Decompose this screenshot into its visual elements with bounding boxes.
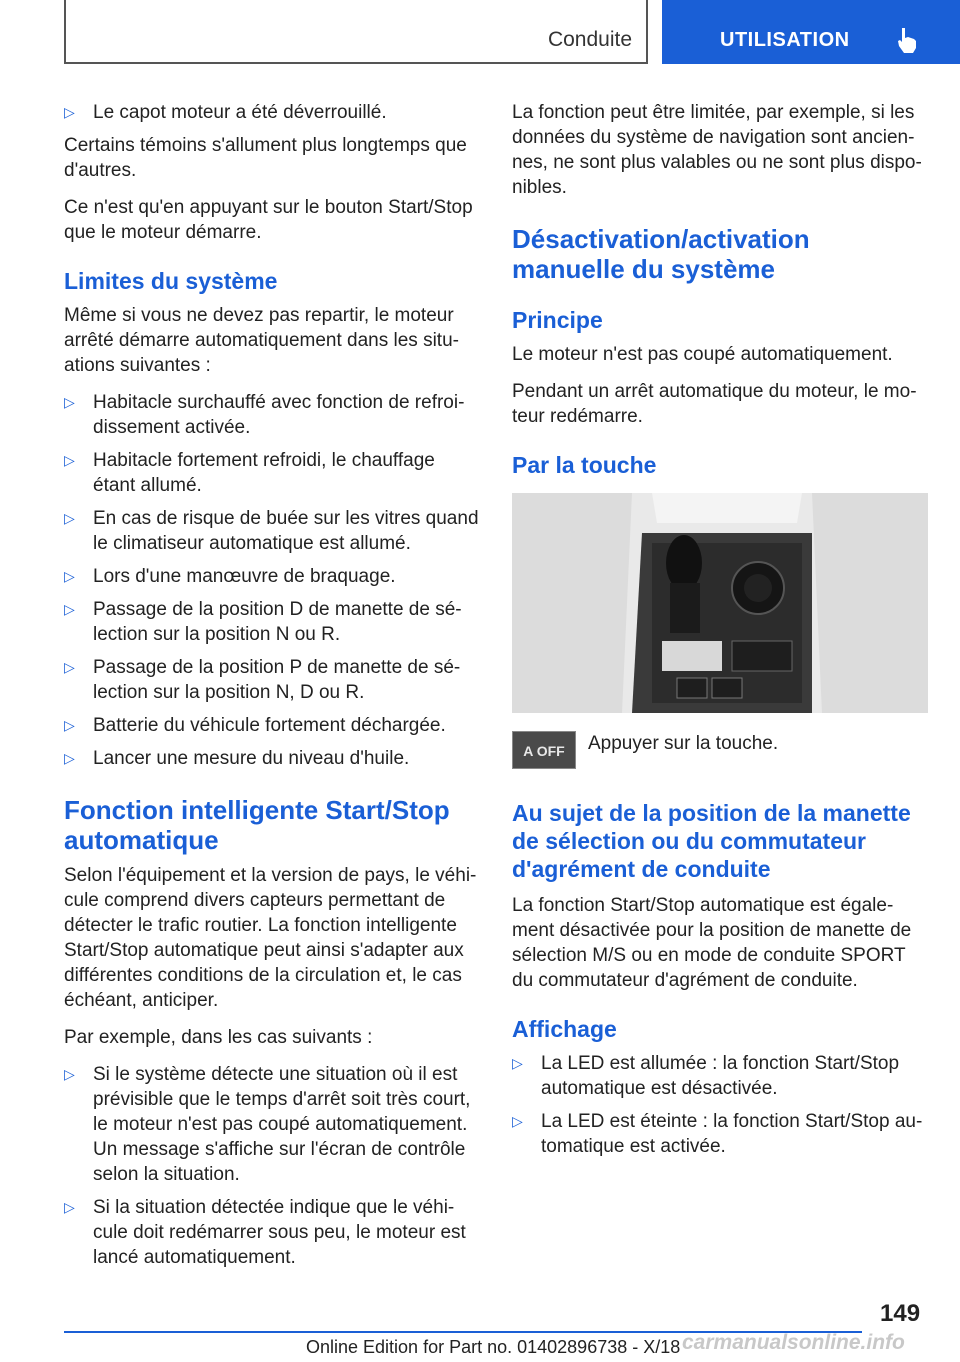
triangle-bullet-icon: ▷: [64, 1066, 75, 1082]
section-heading-fonction: Fonction intelligente Start/Stop automatique: [64, 795, 450, 855]
list-item: ▷ Habitacle fortement refroidi, le chauffage étant allumé.: [64, 450, 435, 496]
footer-edition: Online Edition for Part no. 01402896738 - X/18: [306, 1337, 681, 1357]
paragraph: La fonction Start/Stop automatique est également désactivée pour la position de manette de sélection M/S ou en mode de conduite SPORT du commutateur d'agrément de conduite.: [512, 895, 912, 991]
paragraph: La fonction peut être limitée, par exemple, si les données du système de navigation sont anciennes, ne sont plus valables ou ne sont plus disponibles.: [512, 102, 922, 198]
paragraph: Même si vous ne devez pas repartir, le moteur arrêté démarre automatiquement dans les situations suivantes :: [64, 305, 459, 376]
triangle-bullet-icon: ▷: [64, 601, 75, 617]
list-item: ▷ Lors d'une manœuvre de braquage.: [64, 566, 396, 587]
watermark: carmanualsonline.info: [682, 1331, 905, 1354]
list-item: ▷ La LED est allumée : la fonction Start/Stop automatique est désactivée.: [512, 1053, 900, 1099]
left-column: [64, 100, 480, 1278]
right-column: [512, 100, 928, 1167]
list-item: ▷ Lancer une mesure du niveau d'huile.: [64, 748, 410, 769]
paragraph: Pendant un arrêt automatique du moteur, le moteur redémarre.: [512, 381, 917, 427]
list-item: ▷ Passage de la position P de manette de sélection sur la position N, D ou R.: [64, 657, 461, 703]
section-heading-position: Au sujet de la position de la manette de sélection ou du commutateur d'agrément de conduite: [512, 800, 911, 882]
auto-start-stop-off-icon: A OFF: [512, 731, 576, 769]
triangle-bullet-icon: ▷: [64, 717, 75, 733]
list-item: ▷ Si le système détecte une situation où il est prévisible que le temps d'arrêt soit très court, le moteur n'est pas coupé automatiquement. Un message s'affiche sur l'écran de contrôle selon la situation.: [64, 1064, 471, 1185]
list-item: ▷ Si la situation détectée indique que le véhicule doit redémarrer sous peu, le moteur est lancé automatiquement.: [64, 1197, 466, 1268]
paragraph: Par exemple, dans les cas suivants :: [64, 1027, 373, 1048]
header-box: [64, 0, 648, 64]
triangle-bullet-icon: ▷: [64, 659, 75, 675]
triangle-bullet-icon: ▷: [64, 568, 75, 584]
list-item: ▷ Passage de la position D de manette de sélection sur la position N ou R.: [64, 599, 462, 645]
center-console-photo: [512, 493, 928, 713]
section-heading-principe: Principe: [512, 307, 603, 333]
list-item: ▷ En cas de risque de buée sur les vitres quand le climatiseur automatique est allumé.: [64, 508, 479, 554]
hand-pointer-icon: [896, 26, 918, 54]
limits-list: [64, 390, 480, 771]
header-section-title: Conduite: [547, 28, 632, 51]
page-number: 149: [880, 1300, 921, 1327]
section-heading-limits: Limites du système: [64, 268, 278, 294]
triangle-bullet-icon: ▷: [64, 452, 75, 468]
display-list: [512, 1051, 928, 1159]
instruction-text: Appuyer sur la touche.: [588, 733, 779, 754]
triangle-bullet-icon: ▷: [64, 104, 75, 120]
section-heading-touche: Par la touche: [512, 452, 657, 478]
triangle-bullet-icon: ▷: [512, 1055, 523, 1071]
cases-list: [64, 1062, 480, 1270]
paragraph: Le moteur n'est pas coupé automatiquement.: [512, 344, 893, 365]
list-item: ▷ Habitacle surchauffé avec fonction de refroidissement activée.: [64, 392, 465, 438]
section-heading-affichage: Affichage: [512, 1016, 617, 1042]
triangle-bullet-icon: ▷: [64, 394, 75, 410]
list-item: ▷ La LED est éteinte : la fonction Start/Stop automatique est activée.: [512, 1111, 923, 1157]
triangle-bullet-icon: ▷: [512, 1113, 523, 1129]
section-heading-desactivation: Désactivation/activation manuelle du système: [512, 224, 810, 284]
paragraph: Certains témoins s'allument plus longtemps que d'autres.: [64, 135, 467, 181]
paragraph: Ce n'est qu'en appuyant sur le bouton Start/Stop que le moteur démarre.: [64, 197, 473, 243]
list-item: ▷ Batterie du véhicule fortement déchargée.: [64, 715, 446, 736]
paragraph: Selon l'équipement et la version de pays, le véhicule comprend divers capteurs permettant de détecter le trafic routier. La fonction intelligente Start/Stop automatique peut ainsi s'adapter aux différentes conditions de la circulation et, le cas échéant, anticiper.: [64, 865, 477, 1011]
header-tab-label: UTILISATION: [720, 29, 850, 51]
triangle-bullet-icon: ▷: [64, 510, 75, 526]
button-instruction-row: [512, 731, 928, 773]
triangle-bullet-icon: ▷: [64, 750, 75, 766]
list-item: ▷ Le capot moteur a été déverrouillé.: [64, 102, 387, 123]
header-tab: [662, 0, 960, 64]
triangle-bullet-icon: ▷: [64, 1199, 75, 1215]
